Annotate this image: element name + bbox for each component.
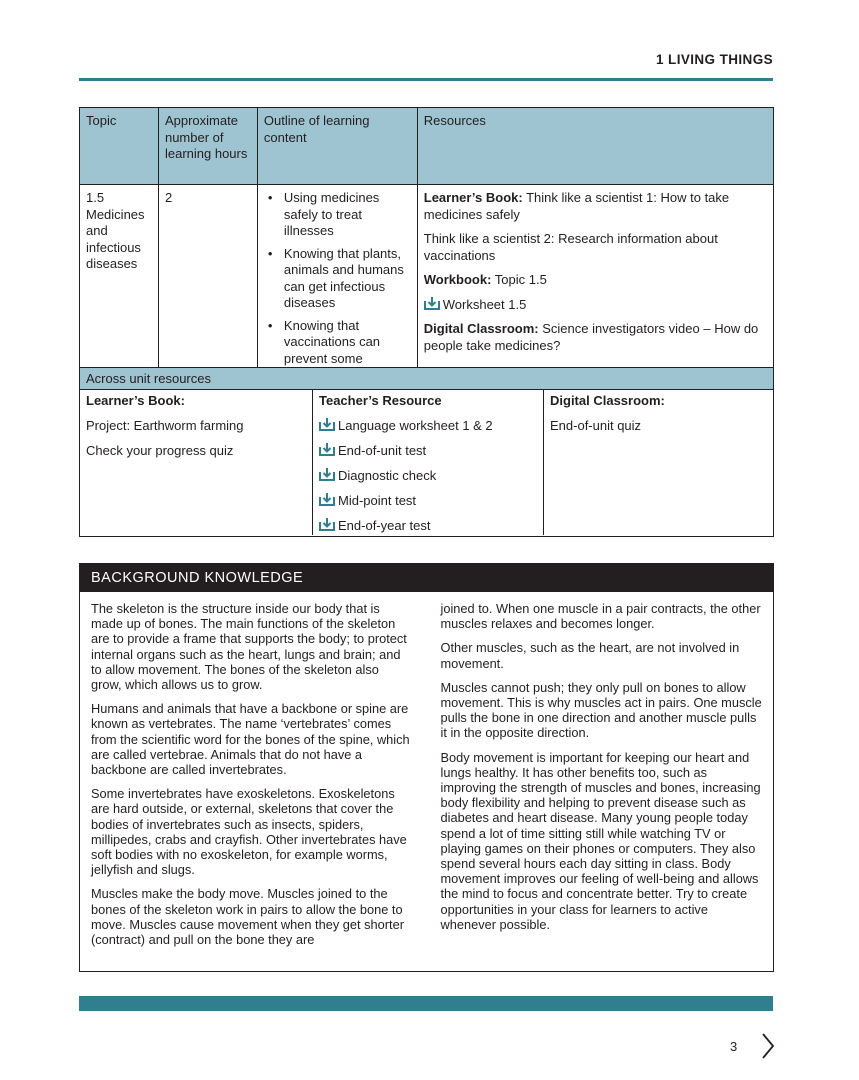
list-item: Project: Earthworm farming bbox=[86, 418, 244, 433]
header-hours: Approximate number of learning hours bbox=[158, 108, 257, 185]
download-icon bbox=[319, 418, 335, 431]
digital-classroom-resource bbox=[424, 321, 767, 354]
outline-item: • Using medicines safely to treat illnesses bbox=[264, 190, 411, 240]
learners-book-text: Think like a scientist 1: How to take medicines safely bbox=[423, 190, 730, 222]
outline-item: • Knowing that plants, animals and humans can get infectious diseases bbox=[264, 246, 411, 312]
resource-label: End-of-unit test bbox=[338, 443, 427, 458]
list-item[interactable] bbox=[319, 468, 537, 484]
across-unit-resources bbox=[79, 367, 774, 537]
background-left-column bbox=[91, 601, 411, 956]
workbook-text: Topic 1.5 bbox=[491, 272, 547, 287]
paragraph: Other muscles, such as the heart, are not involved in movement. bbox=[440, 640, 740, 671]
topic-cell: 1.5 Medicines and infectious diseases bbox=[80, 185, 159, 390]
page-number: 3 bbox=[730, 1039, 738, 1054]
outline-cell bbox=[257, 185, 417, 390]
paragraph: Humans and animals that have a backbone or spine are known as vertebrates. The name ‘vertebrates’ comes from the scientific word for the bones of the spine, which are called vertebrae. Animals that do not have a backbone are called invertebrates. bbox=[91, 701, 410, 778]
background-knowledge-title: BACKGROUND KNOWLEDGE bbox=[80, 564, 773, 592]
digital-classroom-column bbox=[543, 390, 773, 535]
running-head: 1 LIVING THINGS bbox=[655, 52, 773, 67]
chevron-right-icon[interactable] bbox=[761, 1032, 775, 1060]
digital-classroom-label: Digital Classroom: bbox=[423, 321, 539, 336]
digital-classroom-title: Digital Classroom: bbox=[550, 393, 665, 408]
download-icon bbox=[424, 297, 440, 310]
list-item[interactable] bbox=[319, 443, 537, 459]
table-row bbox=[80, 185, 774, 390]
header-topic: Topic bbox=[80, 108, 159, 185]
planning-table bbox=[79, 107, 774, 390]
header-resources: Resources bbox=[417, 108, 773, 185]
hours-cell: 2 bbox=[158, 185, 257, 390]
paragraph: Body movement is important for keeping our heart and lungs healthy. It has other benefits too, such as improving the strength of muscles and bones, increasing body flexibility and helping to prevent disease such as diabetes and heart disease. Many young people today spend a lot of time sitting still while watching TV or playing games on their phones or computers. They also spend several hours each day sitting in class. Body movement improves our feeling of well-being and allows the mind to focus and concentrate better. Try to create opportunities in your class for learners to active whenever possible. bbox=[440, 749, 761, 932]
resources-cell bbox=[417, 185, 773, 390]
resource-label: Mid-point test bbox=[338, 493, 417, 508]
list-item: Check your progress quiz bbox=[86, 443, 234, 458]
resource-label: Language worksheet 1 & 2 bbox=[338, 418, 493, 433]
download-icon bbox=[319, 518, 335, 531]
learners-book-label: Learner’s Book: bbox=[423, 190, 523, 205]
resource-label: Diagnostic check bbox=[338, 468, 437, 483]
learners-book-title: Learner’s Book: bbox=[86, 393, 185, 408]
paragraph: Muscles make the body move. Muscles joined to the bones of the skeleton work in pairs to allow the bone to move. Muscles cause movement when they get shorter (contract) and pull on the bone they are bbox=[91, 886, 404, 948]
paragraph: The skeleton is the structure inside our body that is made up of bones. The main functions of the skeleton are to provide a frame that supports the body; to protect internal organs such as the heart, lungs and brain; and to allow movement. The bones of the skeleton also grow, which allows us to grow. bbox=[91, 601, 407, 693]
worksheet-label: Worksheet 1.5 bbox=[442, 296, 527, 312]
learners-book-resource bbox=[424, 190, 767, 223]
worksheet-resource[interactable] bbox=[424, 297, 767, 314]
learners-book-resource-2: Think like a scientist 2: Research information about vaccinations bbox=[423, 231, 718, 263]
table-header-row bbox=[80, 108, 774, 185]
outline-item: • Knowing that vaccinations can prevent some bbox=[264, 318, 411, 384]
teachers-resource-column bbox=[312, 390, 543, 535]
paragraph: joined to. When one muscle in a pair contracts, the other muscles relaxes and becomes longer. bbox=[440, 601, 761, 632]
workbook-label: Workbook: bbox=[423, 272, 492, 287]
paragraph: Some invertebrates have exoskeletons. Exoskeletons are hard outside, or external, skeletons that cover the bodies of invertebrates such as insects, spiders, millipedes, crabs and crayfish. Other invertebrates have soft bodies with no exoskeleton, for example worms, jellyfish and slugs. bbox=[91, 786, 407, 878]
list-item[interactable] bbox=[319, 518, 537, 534]
list-item: End-of-unit quiz bbox=[550, 418, 642, 433]
across-unit-title: Across unit resources bbox=[80, 368, 773, 390]
resource-label: End-of-year test bbox=[338, 518, 431, 533]
header-rule bbox=[79, 78, 773, 81]
download-icon bbox=[319, 443, 335, 456]
learners-book-column bbox=[80, 390, 312, 535]
workbook-resource bbox=[424, 272, 767, 289]
header-outline: Outline of learning content bbox=[257, 108, 417, 185]
digital-classroom-text: Science investigators video – How do people take medicines? bbox=[423, 321, 759, 353]
footer-bar bbox=[79, 996, 773, 1011]
paragraph: Muscles cannot push; they only pull on bones to allow movement. This is why muscles act in pairs. One muscle pulls the bone in one direction and another muscle pulls it in the opposite direction. bbox=[440, 679, 762, 741]
download-icon bbox=[319, 468, 335, 481]
list-item[interactable] bbox=[319, 418, 537, 434]
background-right-column bbox=[441, 601, 763, 956]
teachers-resource-title: Teacher’s Resource bbox=[319, 393, 442, 408]
background-knowledge-box bbox=[79, 563, 774, 972]
download-icon bbox=[319, 493, 335, 506]
list-item[interactable] bbox=[319, 493, 537, 509]
